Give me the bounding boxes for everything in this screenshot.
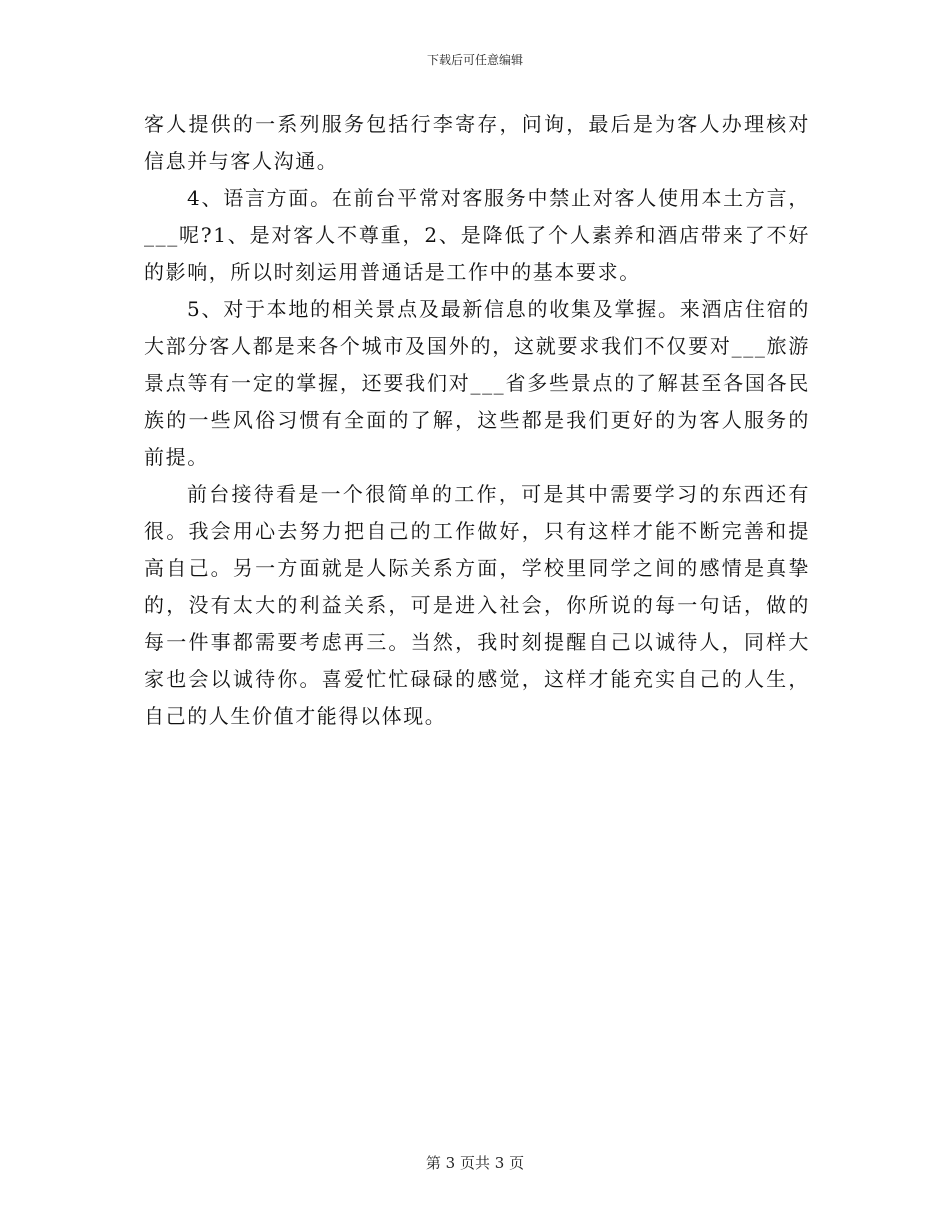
paragraph-continuation: 客人提供的一系列服务包括行李寄存，问询，最后是为客人办理核对信息并与客人沟通。: [144, 112, 810, 173]
paragraph-language: 4、语言方面。在前台平常对客服务中禁止对客人使用本土方言，___呢?1、是对客人不尊重，2、是降低了个人素养和酒店带来了不好的影响，所以时刻运用普通话是工作中的基本要求。: [144, 186, 810, 284]
paragraph-local-attractions: 5、对于本地的相关景点及最新信息的收集及掌握。来酒店住宿的大部分客人都是来各个城市及国外的，这就要求我们不仅要对___旅游景点等有一定的掌握，还要我们对___省多些景点的了解甚至各国各民族的一些风俗习惯有全面的了解，这些都是我们更好的为客人服务的前提。: [144, 297, 810, 469]
page-footer: 第 3 页共 3 页: [425, 1154, 525, 1172]
page-header: 下载后可任意编辑: [426, 53, 523, 67]
paragraph-conclusion: 前台接待看是一个很简单的工作，可是其中需要学习的东西还有很。我会用心去努力把自己的工作做好，只有这样才能不断完善和提高自己。另一方面就是人际关系方面，学校里同学之间的感情是真挚的，没有太大的利益关系，可是进入社会，你所说的每一句话，做的每一件事都需要考虑再三。当然，我时刻提醒自己以诚待人，同样大家也会以诚待你。喜爱忙忙碌碌的感觉，这样才能充实自己的人生，自己的人生价值才能得以体现。: [144, 482, 810, 728]
document-body: [144, 106, 810, 735]
